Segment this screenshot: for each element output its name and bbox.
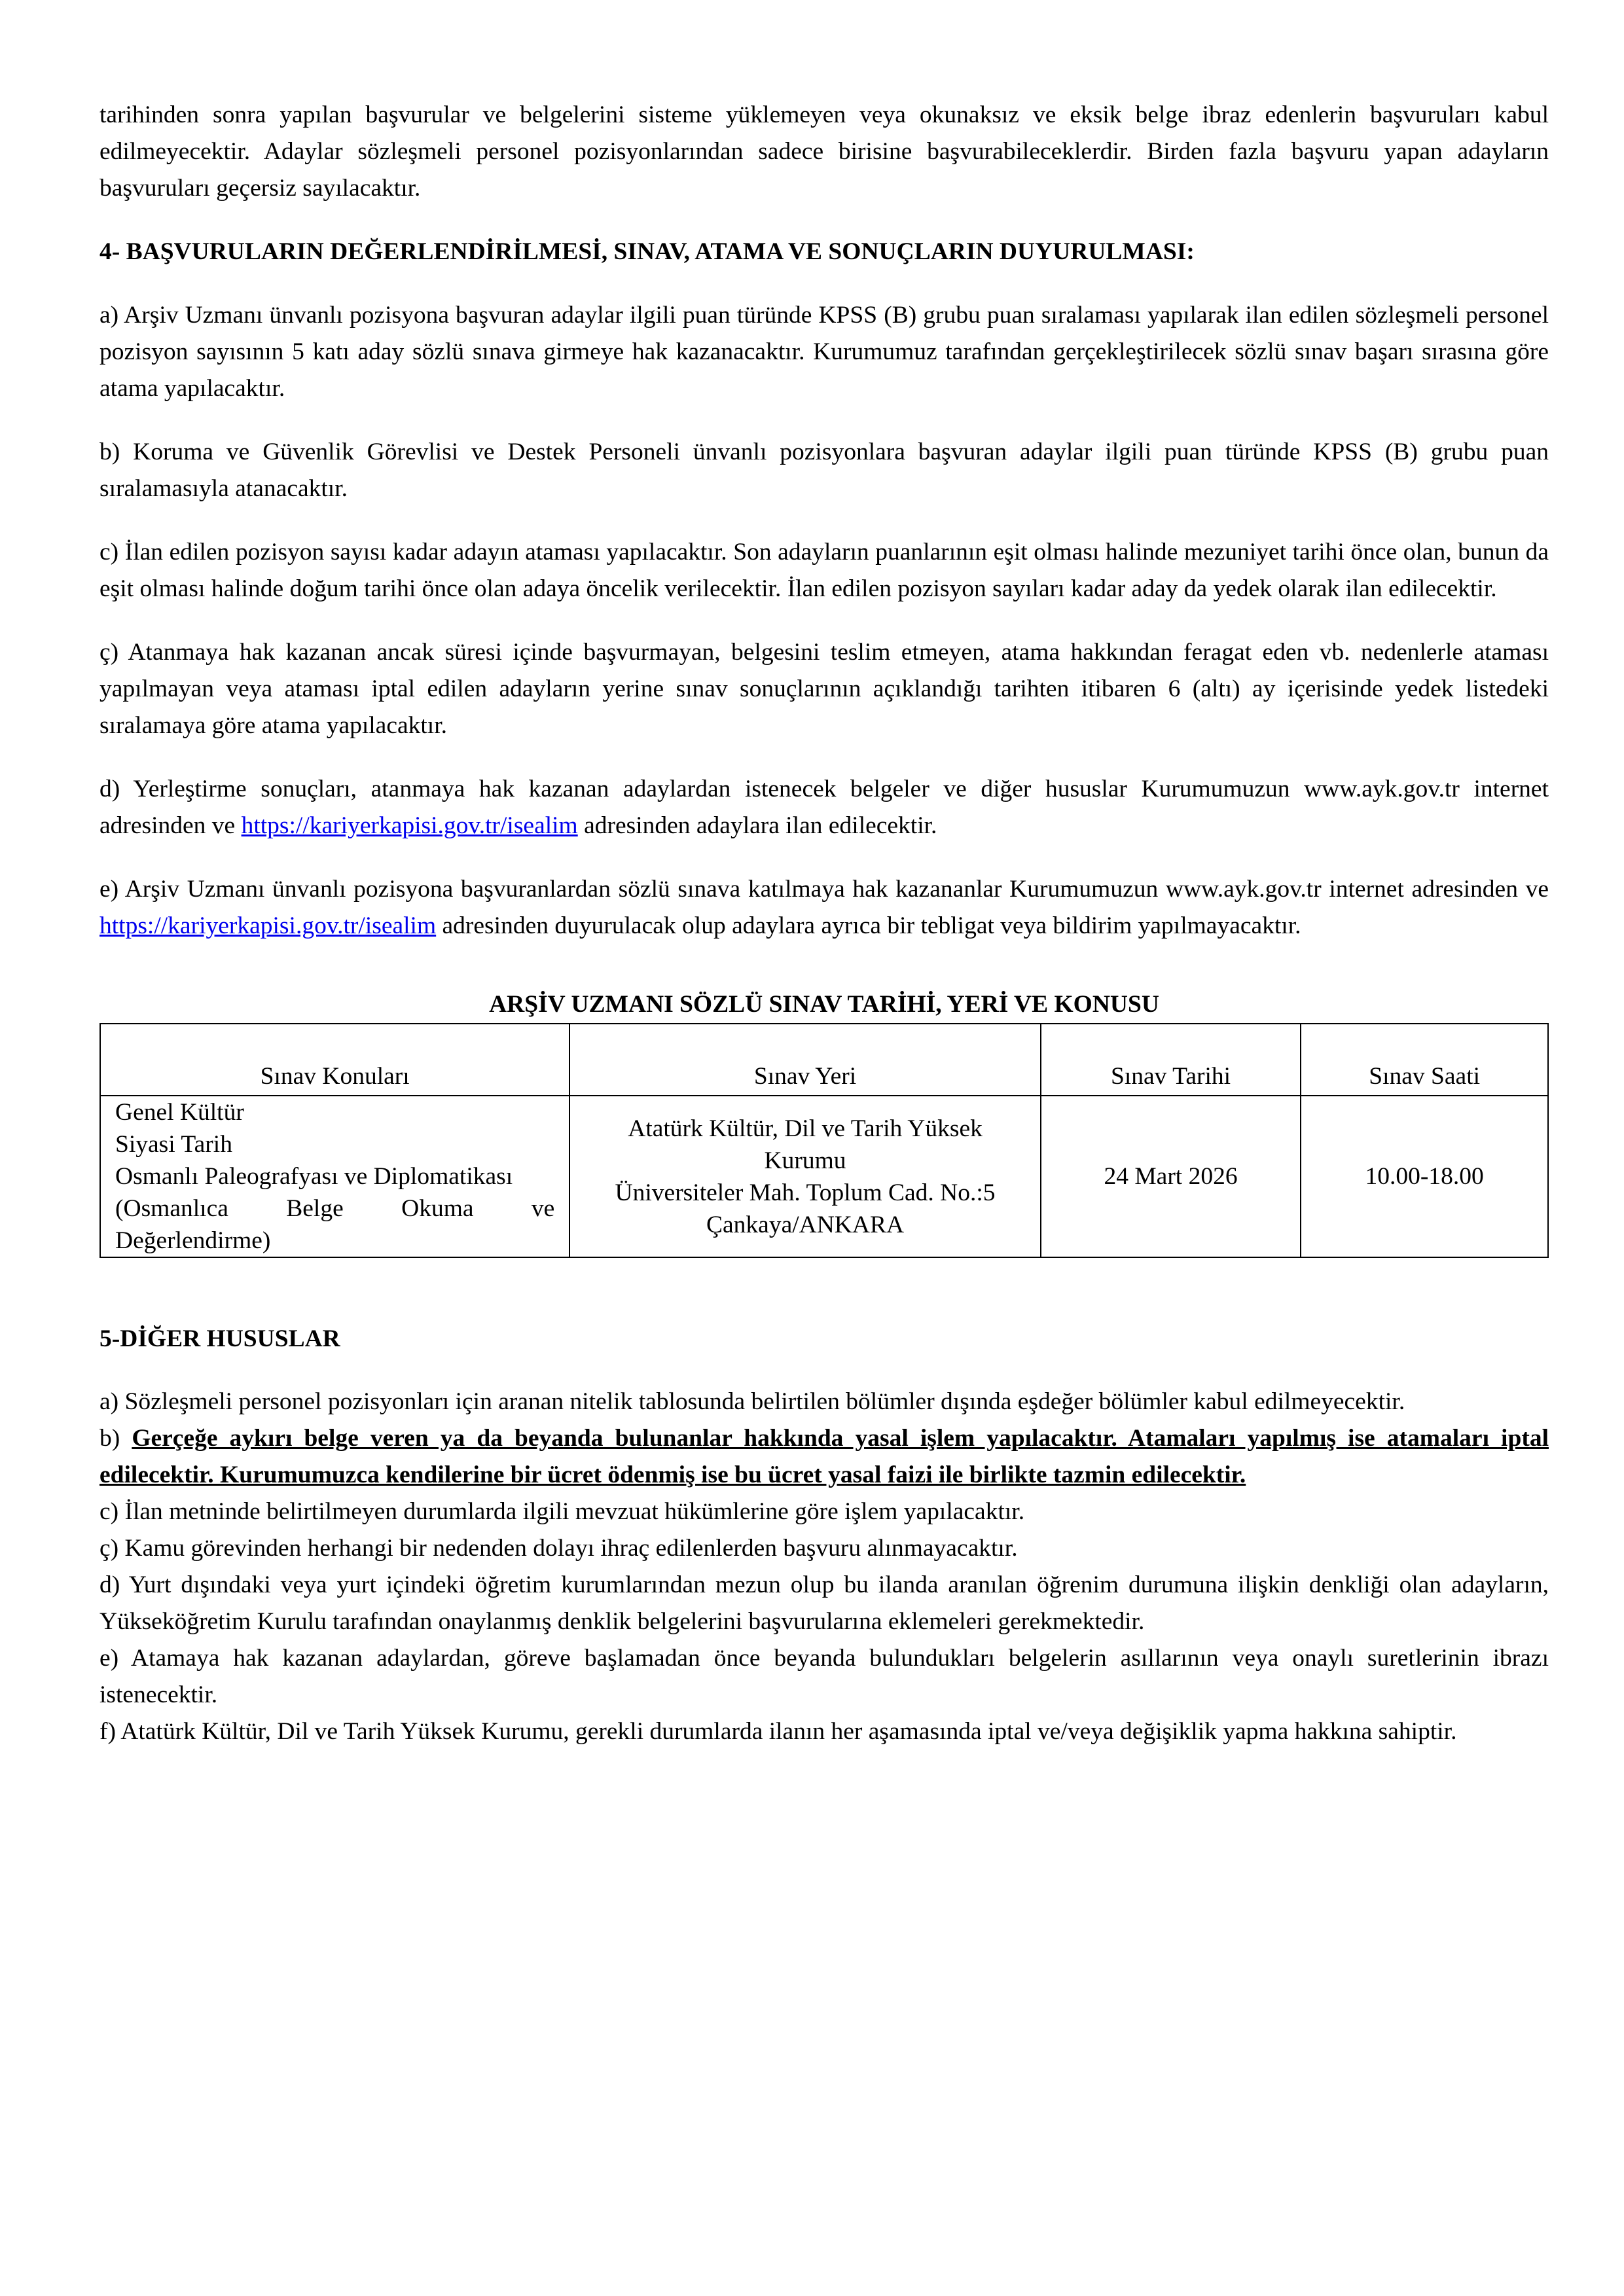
section-4-item-cc: ç) Atanmaya hak kazanan ancak süresi içinde başvurmayan, belgesini teslim etmeyen, atama hakkından feragat eden vb. nedenlerle ataması yapılmayan veya ataması iptal edilen adayların yerine sınav sonuçlarının açıklandığı tarihten itibaren 6 (altı) ay içerisinde yedek listedeki sıralamaya göre atama yapılacaktır. bbox=[99, 639, 1549, 739]
section-5-item-a: a) Sözleşmeli personel pozisyonları için aranan nitelik tablosunda belirtilen bölümler dışında eşdeğer bölümler kabul edilmeyecektir. bbox=[99, 1388, 1405, 1415]
place-line: Çankaya/ANKARA bbox=[706, 1211, 905, 1238]
exam-table-row bbox=[100, 1096, 1548, 1257]
exam-table bbox=[99, 1023, 1549, 1258]
section-5-item-d: d) Yurt dışındaki veya yurt içindeki öğretim kurumlarından mezun olup bu ilanda aranılan öğrenim durumuna ilişkin denkliği olan adayların, Yükseköğretim Kurulu tarafından onaylanmış denklik belgelerini başvurularına eklemeleri gerekmektedir. bbox=[99, 1571, 1549, 1635]
place-line: Atatürk Kültür, Dil ve Tarih Yüksek Kurumu bbox=[628, 1115, 983, 1174]
item-e-text: e) Arşiv Uzmanı ünvanlı pozisyona başvuranlardan sözlü sınava katılmaya hak kazananlar Kurumumuzun www.ayk.gov.tr internet adresinden ve bbox=[99, 876, 1549, 903]
exam-time-cell: 10.00-18.00 bbox=[1301, 1096, 1548, 1257]
section-4-item-c: c) İlan edilen pozisyon sayısı kadar adayın ataması yapılacaktır. Son adayların puanlarının eşit olması halinde mezuniyet tarihi önce olan, bunun da eşit olması halinde doğum tarihi önce olan adaya öncelik verilecektir. İlan edilen pozisyon sayıları kadar aday da yedek olarak ilan edilecektir. bbox=[99, 539, 1549, 602]
section-4-heading: 4- BAŞVURULARIN DEĞERLENDİRİLMESİ, SINAV, ATAMA VE SONUÇLARIN DUYURULMASI: bbox=[99, 238, 1195, 265]
section-4-item-b: b) Koruma ve Güvenlik Görevlisi ve Destek Personeli ünvanlı pozisyonlara başvuran adaylar ilgili puan türünde KPSS (B) grubu puan sıralamasıyla atanacaktır. bbox=[99, 439, 1549, 502]
place-line: Üniversiteler Mah. Toplum Cad. No.:5 bbox=[615, 1179, 996, 1206]
section-5-item-f: f) Atatürk Kültür, Dil ve Tarih Yüksek Kurumu, gerekli durumlarda ilanın her aşamasında iptal ve/veya değişiklik yapma hakkına sahiptir. bbox=[99, 1718, 1457, 1745]
item-b-prefix: b) bbox=[99, 1425, 120, 1452]
kariyerkapisi-link-d[interactable]: https://kariyerkapisi.gov.tr/isealim bbox=[241, 812, 578, 839]
header-place: Sınav Yeri bbox=[569, 1024, 1040, 1096]
section-4-item-e bbox=[99, 871, 1549, 944]
item-d-text: d) Yerleştirme sonuçları, atanmaya hak kazanan adaylardan istenecek belgeler ve diğer hususlar Kurumumuzun www.ayk.gov.tr internet adresinden ve bbox=[99, 776, 1549, 839]
topic-line: Değerlendirme) bbox=[115, 1227, 271, 1254]
section-5-item-c: c) İlan metninde belirtilmeyen durumlarda ilgili mevzuat hükümlerine göre işlem yapılacaktır. bbox=[99, 1498, 1025, 1525]
topic-line: (Osmanlıca Belge Okuma ve bbox=[115, 1195, 555, 1222]
topic-line: Siyasi Tarih bbox=[115, 1131, 232, 1158]
exam-date-cell: 24 Mart 2026 bbox=[1041, 1096, 1301, 1257]
exam-table-header-row bbox=[100, 1024, 1548, 1096]
intro-paragraph: tarihinden sonra yapılan başvurular ve belgelerini sisteme yüklemeyen veya okunaksız ve eksik belge ibraz edenlerin başvuruları kabul edilmeyecektir. Adaylar sözleşmeli personel pozisyonlarından sadece birisine başvurabileceklerdir. Birden fazla başvuru yapan adayların başvuruları geçersiz sayılacaktır. bbox=[99, 101, 1549, 202]
item-d-text-end: adresinden adaylara ilan edilecektir. bbox=[584, 812, 937, 839]
section-4-item-a: a) Arşiv Uzmanı ünvanlı pozisyona başvuran adaylar ilgili puan türünde KPSS (B) grubu puan sıralaması yapılarak ilan edilen sözleşmeli personel pozisyon sayısının 5 katı aday sözlü sınava girmeye hak kazanacaktır. Kurumumuz tarafından gerçekleştirilecek sözlü sınav başarı sırasına göre atama yapılacaktır. bbox=[99, 302, 1549, 402]
exam-topics-cell bbox=[100, 1096, 569, 1257]
section-5-heading: 5-DİĞER HUSUSLAR bbox=[99, 1325, 340, 1352]
topic-line: Genel Kültür bbox=[115, 1099, 244, 1126]
section-5-item-e: e) Atamaya hak kazanan adaylardan, göreve başlamadan önce beyanda bulundukları belgelerin asıllarının veya onaylı suretlerinin ibrazı istenecektir. bbox=[99, 1645, 1549, 1708]
topic-line: Osmanlı Paleografyası ve Diplomatikası bbox=[115, 1163, 513, 1190]
document-page bbox=[99, 97, 1549, 1750]
kariyerkapisi-link-e[interactable]: https://kariyerkapisi.gov.tr/isealim bbox=[99, 912, 437, 939]
header-time: Sınav Saati bbox=[1301, 1024, 1548, 1096]
header-topics: Sınav Konuları bbox=[100, 1024, 569, 1096]
header-date: Sınav Tarihi bbox=[1041, 1024, 1301, 1096]
exam-table-title: ARŞİV UZMANI SÖZLÜ SINAV TARİHİ, YERİ VE KONUSU bbox=[489, 991, 1159, 1018]
section-5-list bbox=[99, 1384, 1549, 1750]
section-4-item-d bbox=[99, 771, 1549, 844]
item-b-warning: Gerçeğe aykırı belge veren ya da beyanda bulunanlar hakkında yasal işlem yapılacaktır. Atamaları yapılmış ise atamaları iptal edilecektir. Kurumumuzca kendilerine bir ücret ödenmiş ise bu ücret yasal faizi ile birlikte tazmin edilecektir. bbox=[99, 1425, 1549, 1488]
section-5-item-b bbox=[99, 1420, 1549, 1494]
item-e-text-end: adresinden duyurulacak olup adaylara ayrıca bir tebligat veya bildirim yapılmayacaktır. bbox=[442, 912, 1301, 939]
exam-place-cell bbox=[569, 1096, 1040, 1257]
section-5-item-cc: ç) Kamu görevinden herhangi bir nedenden dolayı ihraç edilenlerden başvuru alınmayacaktır. bbox=[99, 1535, 1018, 1562]
